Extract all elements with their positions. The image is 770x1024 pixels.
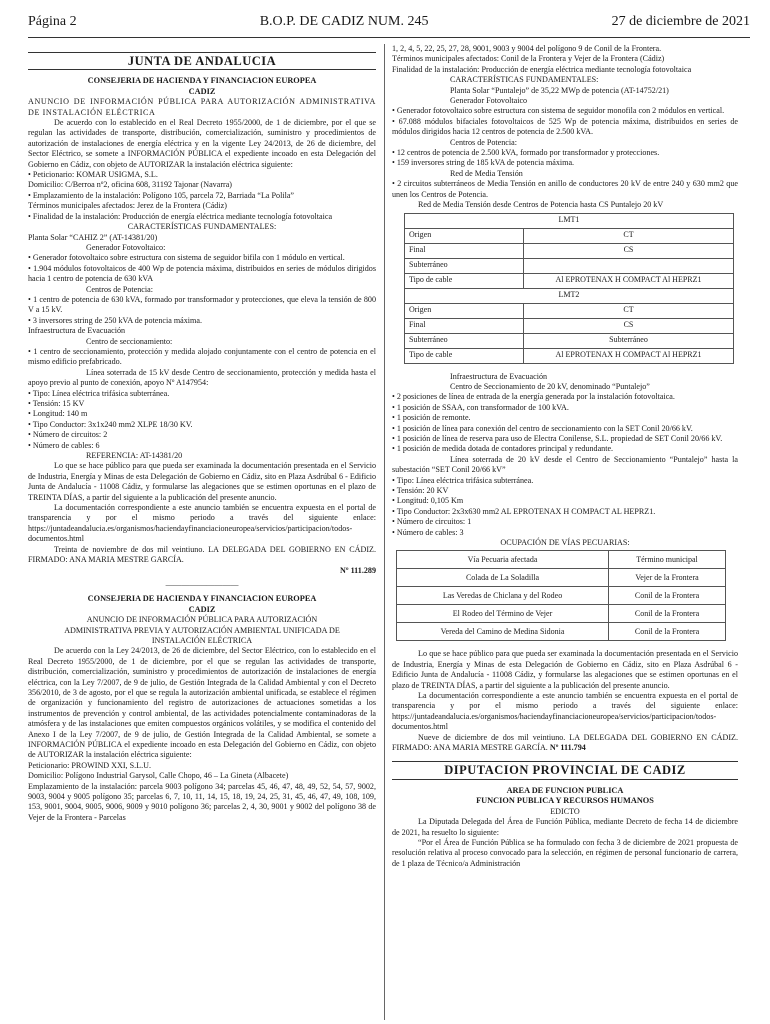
column-divider bbox=[384, 44, 385, 1020]
detail-line: Emplazamiento de la instalación: parcela 9003 polígono 34; parcelas 45, 46, 47, 48, 49, 52, 54, 57, 9002, 9003, 9004 y 9005 polígono 35; parcelas 6, 7, 10, 11, 14, 15, 18, 19, 24, 25, 31, 45, 46, 47, 49, 108, 109, 153, 9001, 9004, 9005, 9006, 9009 y 9010 polígono 36; parcelas 2, 4, 30, 9001 y 9002 del polígono 38 de Vejer de la Frontera - Parcelas bbox=[28, 781, 376, 822]
detail-line: • Finalidad de la instalación: Producción de energía eléctrica mediante tecnología fotovoltaica bbox=[28, 211, 333, 221]
table-header-row bbox=[405, 213, 734, 228]
left-column bbox=[28, 44, 376, 823]
table-row bbox=[397, 623, 726, 641]
detail-line: • 1 centro de seccionamiento, protección y medida alojado conjuntamente con el centro de potencia en el mismo edificio prefabricado. bbox=[28, 346, 376, 367]
table-cell: Conil de la Frontera bbox=[609, 587, 726, 605]
detail-line: Domicilio: C/Berroa nº2, oficina 608, 31192 Tajonar (Navarra) bbox=[28, 180, 233, 190]
subheading: Centros de Potencia: bbox=[450, 137, 517, 147]
table-cell: Tipo de cable bbox=[405, 273, 524, 288]
table-row bbox=[397, 587, 726, 605]
detail-line: • 3 inversores string de 250 kVA de potencia máxima. bbox=[28, 315, 202, 325]
table-header: Vía Pecuaria afectada bbox=[397, 551, 609, 569]
signature-paragraph bbox=[392, 733, 738, 754]
detail-line: • 2 posiciones de línea de entrada de la energía generada por la instalación fotovoltaica. bbox=[392, 392, 675, 402]
subheading: CARACTERÍSTICAS FUNDAMENTALES: bbox=[450, 75, 599, 85]
publication-date: 27 de diciembre de 2021 bbox=[611, 14, 750, 29]
detail-paragraph: Línea soterrada de 15 kV desde Centro de seccionamiento, protección y medida hasta el apoyo previo al punto de conexión, apoyo Nº A147954: bbox=[28, 367, 376, 388]
table-row bbox=[397, 605, 726, 623]
detail-line: Infraestructura de Evacuación bbox=[28, 326, 126, 336]
announcement-1 bbox=[28, 76, 376, 576]
table-cell: CS bbox=[524, 243, 734, 258]
public-notice-paragraph: Lo que se hace público para que pueda ser examinada la documentación presentada en el Servicio de Industria, Energía y Minas de esta Delegación de Gobierno en Cádiz, sito en Plaza Asdrúbal 6 - Edificio Junta de Andalucía - 11008 Cádiz, y formularse las alegaciones que se estimen oportunas en el plazo de TREINTA DÍAS, a partir del siguiente a la publicación del presente anuncio. bbox=[28, 461, 376, 502]
header-rule bbox=[28, 37, 750, 38]
detail-line: • Tensión: 15 KV bbox=[28, 399, 85, 408]
table-cell: Colada de La Soladilla bbox=[397, 569, 609, 587]
detail-line: • Generador fotovoltaico sobre estructura con sistema de seguidor monofila con 2 módulos en vertical. bbox=[392, 106, 725, 116]
table-row bbox=[397, 569, 726, 587]
transparency-paragraph: La documentación correspondiente a este anuncio también se encuentra expuesta en el portal de transparencia y por el mismo periodo a través del siguiente enlace: https://juntadeandalucia.es/organismos/haciendayfinanciacioneuropea/servicios/participacion/todos-documentos.html bbox=[28, 503, 376, 544]
detail-line: • 2 circuitos subterráneos de Media Tensión en anillo de conductores 20 kV de entre 240 y 630 mm2 que unen los Centros de Potencia. bbox=[392, 179, 738, 199]
detail-line: • Longitud: 140 m bbox=[28, 409, 88, 419]
lmt-table bbox=[404, 213, 734, 364]
section-heading-diputacion: DIPUTACION PROVINCIAL DE CADIZ bbox=[392, 761, 738, 779]
section-heading-junta: JUNTA DE ANDALUCIA bbox=[28, 52, 376, 70]
detail-line: • Número de cables: 3 bbox=[392, 527, 464, 537]
detail-line: • 1 posición de línea de reserva para uso de Electra Conilense, S.L. propiedad de SET Conil 20/66 kV. bbox=[392, 433, 723, 443]
detail-line: • Número de circuitos: 2 bbox=[28, 430, 108, 440]
detail-line: Planta Solar “CAHIZ 2” (AT-14381/20) bbox=[28, 232, 158, 242]
table-cell: Conil de la Frontera bbox=[609, 605, 726, 623]
funcion-title: FUNCION PUBLICA Y RECURSOS HUMANOS bbox=[476, 796, 654, 806]
table-header-row bbox=[397, 551, 726, 569]
signature-text: Nueve de diciembre de dos mil veintiuno. LA DELEGADA DEL GOBIERNO EN CÁDIZ. FIRMADO: ANA MARIA MESTRE GARCÍA. bbox=[392, 732, 738, 753]
table-header: LMT1 bbox=[405, 213, 734, 228]
detail-line: Términos municipales afectados: Jerez de la Frontera (Cádiz) bbox=[28, 201, 227, 211]
intro-paragraph: De acuerdo con la Ley 24/2013, de 26 de diciembre, del Sector Eléctrico, con lo establecido en el Real Decreto 1955/2000, de 1 de diciembre, por el que se regulan las actividades de transporte, distribución, comercialización, suministro y procedimientos de autorización de instalaciones de energía eléctrica, con la Ley 7/2007, de 9 de julio, de Gestión Integrada de la Calidad Ambiental y con el Decreto 356/2010, de 3 de agosto, por el que se regula la autorización ambiental unificada, se establece el régimen de organización y funcionamiento del registro de autorizaciones de actuaciones sometidas a los instrumentos de prevención y control ambiental, de las actividades potencialmente contaminadoras de la atmósfera y de las instalaciones que emiten compuestos orgánicos volátiles, y se modifica el contenido del Anexo I de la Ley 7/2007, de 9 de julio, de Gestión Integrada de la Calidad Ambiental, se somete a INFORMACIÓN PÚBLICA el expediente incoado en esta Delegación del Gobierno en Cádiz, con objeto de AUTORIZAR la instalación eléctrica siguiente: bbox=[28, 646, 376, 760]
edicto-paragraph: “Por el Área de Función Pública se ha formulado con fecha 3 de diciembre de 2021 propuesta de resolución relativa al proceso convocado para la selección, en régimen de personal funcionario de carrera, de 1 plaza de Técnico/a Administración bbox=[392, 837, 738, 868]
area-title: AREA DE FUNCION PUBLICA bbox=[506, 785, 624, 795]
detail-line: • Emplazamiento de la instalación: Polígono 105, parcela 72, Barriada “La Polila” bbox=[28, 190, 295, 200]
table-cell: Final bbox=[405, 243, 524, 258]
table-header-row bbox=[405, 288, 734, 303]
consejeria-title: CONSEJERIA DE HACIENDA Y FINANCIACION EUROPEA bbox=[87, 76, 317, 86]
detail-paragraph: Red de Media Tensión desde Centros de Potencia hasta CS Puntalejo 20 kV bbox=[418, 200, 664, 210]
table-cell: CT bbox=[524, 303, 734, 318]
public-notice-paragraph: Lo que se hace público para que pueda ser examinada la documentación presentada en el Servicio de Industria, Energía y Minas de esta Delegación de Gobierno en Cádiz, sito en Plaza Asdrúbal 6 - Edificio Junta de Andalucía - 11008 Cádiz, y formularse las alegaciones que se estimen oportunas en el plazo de TREINTA DÍAS, a partir del siguiente a la publicación del presente anuncio. bbox=[392, 649, 738, 690]
announcement-title: ANUNCIO DE INFORMACIÓN PÚBLICA PARA AUTORIZACIÓN ADMINISTRATIVA DE INSTALACIÓN ELÉCTRICA bbox=[28, 97, 376, 117]
subheading: Centro de Seccionamiento de 20 kV, denominado “Puntalejo” bbox=[450, 381, 650, 391]
announcement-2 bbox=[28, 594, 376, 823]
vias-pecuarias-table bbox=[396, 550, 726, 641]
intro-paragraph: De acuerdo con lo establecido en el Real Decreto 1955/2000, de 1 de diciembre, por el que se regulan las actividades de transporte, distribución, comercialización, suministro y procedimientos de autorización de instalaciones de energía eléctrica y en la vigente Ley 24/2013, de 26 de diciembre, del Sector Eléctrico, se somete a INFORMACIÓN PÚBLICA el expediente incoado en esta Delegación del Gobierno en Cádiz, con objeto de AUTORIZAR la instalación eléctrica siguiente: bbox=[28, 118, 376, 169]
separator: ————————— bbox=[165, 579, 239, 589]
detail-line: • Tipo: Línea eléctrica trifásica subterránea. bbox=[392, 475, 534, 485]
detail-paragraph: Línea soterrada de 20 kV desde el Centro de Seccionamiento “Puntalejo” hasta la subestación “SET Conil 20/66 kV” bbox=[392, 454, 738, 475]
detail-line: • Peticionario: KOMAR USIGMA, S.L. bbox=[28, 170, 158, 180]
edicto-paragraph: La Diputada Delegada del Área de Función Pública, mediante Decreto de fecha 14 de diciembre de 2021, ha resuelto lo siguiente: bbox=[392, 817, 738, 837]
detail-line: Términos municipales afectados: Conil de la Frontera y Vejer de la Frontera (Cádiz) bbox=[392, 54, 665, 64]
table-cell: Origen bbox=[405, 303, 524, 318]
subheading: Infraestructura de Evacuación bbox=[450, 371, 548, 381]
detail-line: Planta Solar “Puntalejo” de 35,22 MWp de potencia (AT-14752/21) bbox=[450, 85, 669, 95]
table-header: LMT2 bbox=[405, 288, 734, 303]
table-cell: Origen bbox=[405, 228, 524, 243]
table-cell: Subterráneo bbox=[524, 333, 734, 348]
table-row bbox=[405, 333, 734, 348]
detail-line: • 67.088 módulos bifaciales fotovoltaicos de 525 Wp de potencia máxima, distribuidos en series de módulos dirigidos hacia 12 centros de potencia de 2.500 kVA. bbox=[392, 116, 738, 137]
transparency-paragraph: La documentación correspondiente a este anuncio también se encuentra expuesta en el portal de transparencia y por el mismo periodo a través del siguiente enlace: https://juntadeandalucia.es/organismos/haciendayfinanciacioneuropea/servicios/participacion/todos-documentos.html bbox=[392, 691, 738, 732]
edicto-title: EDICTO bbox=[550, 806, 580, 816]
detail-line: • 1 centro de potencia de 630 kVA, formado por transformador y protecciones, que eleva la tensión de 800 V a 15 kV. bbox=[28, 294, 376, 315]
detail-line: 1, 2, 4, 5, 22, 25, 27, 28, 9001, 9003 y 9004 del polígono 9 de Conil de la Frontera. bbox=[392, 44, 662, 53]
signature-paragraph: Treinta de noviembre de dos mil veintiuno. LA DELEGADA DEL GOBIERNO EN CÁDIZ. FIRMADO: ANA MARIA MESTRE GARCÍA. bbox=[28, 544, 376, 565]
subheading: Centros de Potencia: bbox=[86, 284, 153, 294]
detail-line: Peticionario: PROWIND XXI, S.L.U. bbox=[28, 760, 151, 770]
announcement-title: ANUNCIO DE INFORMACIÓN PÚBLICA PARA AUTORIZACIÓN ADMINISTRATIVA PREVIA Y AUTORIZACIÓN AMBIENTAL UNIFICADA DE INSTALACIÓN ELÉCTRICA bbox=[64, 615, 340, 645]
table-cell bbox=[524, 258, 734, 273]
detail-line: • 12 centros de potencia de 2.500 kVA, formado por transformador y protecciones. bbox=[392, 148, 660, 158]
table-cell: Vereda del Camino de Medina Sidonia bbox=[397, 623, 609, 641]
table-cell: CT bbox=[524, 228, 734, 243]
subheading: Generador Fotovoltaico: bbox=[86, 242, 166, 252]
table-row bbox=[405, 228, 734, 243]
detail-line: • 1 posición de remonte. bbox=[392, 413, 471, 423]
city-title: CADIZ bbox=[188, 86, 216, 96]
detail-line: Domicilio: Polígono Industrial Garysol, Calle Chopo, 46 – La Gineta (Albacete) bbox=[28, 771, 289, 781]
detail-line: • Tipo Conductor: 3x1x240 mm2 XLPE 18/30 KV. bbox=[28, 419, 193, 429]
right-column bbox=[392, 44, 738, 869]
city-title: CADIZ bbox=[188, 604, 216, 614]
detail-line: • 1 posición de medida dotada de contadores principal y redundante. bbox=[392, 444, 614, 454]
detail-line: • Generador fotovoltaico sobre estructura con sistema de seguidor bifila con 1 módulo en vertical. bbox=[28, 253, 345, 263]
table-row bbox=[405, 303, 734, 318]
announcement-number: Nº 111.794 bbox=[549, 743, 586, 753]
detail-line: • Número de cables: 6 bbox=[28, 440, 100, 450]
table-cell: El Rodeo del Término de Vejer bbox=[397, 605, 609, 623]
page-number: Página 2 bbox=[28, 14, 77, 29]
detail-line: • 1.904 módulos fotovoltaicos de 400 Wp de potencia máxima, distribuidos en series de módulos dirigidos hacia 1 centro de potencia de 630 kVA bbox=[28, 263, 376, 284]
table-cell: CS bbox=[524, 318, 734, 333]
table-row bbox=[405, 273, 734, 288]
subheading: Generador Fotovoltaico bbox=[450, 96, 528, 106]
detail-line: • Número de circuitos: 1 bbox=[392, 517, 472, 527]
table-row bbox=[405, 318, 734, 333]
table-cell: Final bbox=[405, 318, 524, 333]
announcement-number: Nº 111.289 bbox=[340, 565, 376, 575]
detail-line: • Tensión: 20 KV bbox=[392, 485, 449, 495]
table-cell: Vejer de la Frontera bbox=[609, 569, 726, 587]
subheading: Red de Media Tensión bbox=[450, 168, 523, 178]
publication-title: B.O.P. DE CADIZ NUM. 245 bbox=[259, 14, 429, 29]
detail-line: • Longitud: 0,105 Km bbox=[392, 496, 464, 506]
table-cell: Conil de la Frontera bbox=[609, 623, 726, 641]
detail-line: • 159 inversores string de 185 kVA de potencia máxima. bbox=[392, 158, 575, 168]
table-header: Término municipal bbox=[609, 551, 726, 569]
detail-line: • 1 posición de línea para conexión del centro de seccionamiento con la SET Conil 20/66 kV. bbox=[392, 423, 693, 433]
table-row bbox=[405, 258, 734, 273]
detail-line: • 1 posición de SSAA, con transformador de 100 kVA. bbox=[392, 402, 569, 412]
consejeria-title: CONSEJERIA DE HACIENDA Y FINANCIACION EUROPEA bbox=[87, 594, 317, 604]
table-cell: Al EPROTENAX H COMPACT Al HEPRZ1 bbox=[524, 348, 734, 363]
detail-line: • Tipo: Línea eléctrica trifásica subterránea. bbox=[28, 388, 170, 398]
subheading: CARACTERÍSTICAS FUNDAMENTALES: bbox=[127, 222, 277, 232]
detail-line: Finalidad de la instalación: Producción de energía eléctrica mediante tecnología fotovoltaica bbox=[392, 64, 692, 74]
table-cell: Tipo de cable bbox=[405, 348, 524, 363]
table-cell: Las Veredas de Chiclana y del Rodeo bbox=[397, 587, 609, 605]
table-cell: Al EPROTENAX H COMPACT Al HEPRZ1 bbox=[524, 273, 734, 288]
table-row bbox=[405, 243, 734, 258]
subheading: OCUPACIÓN DE VÍAS PECUARIAS: bbox=[500, 538, 630, 547]
table-cell: Subterráneo bbox=[405, 333, 524, 348]
reference: REFERENCIA: AT-14381/20 bbox=[86, 451, 183, 461]
table-row bbox=[405, 348, 734, 363]
page-header bbox=[28, 14, 750, 34]
table-cell: Subterráneo bbox=[405, 258, 524, 273]
detail-line: • Tipo Conductor: 2x3x630 mm2 AL EPROTENAX H COMPACT AL HEPRZ1. bbox=[392, 506, 656, 516]
subheading: Centro de seccionamiento: bbox=[86, 336, 173, 346]
